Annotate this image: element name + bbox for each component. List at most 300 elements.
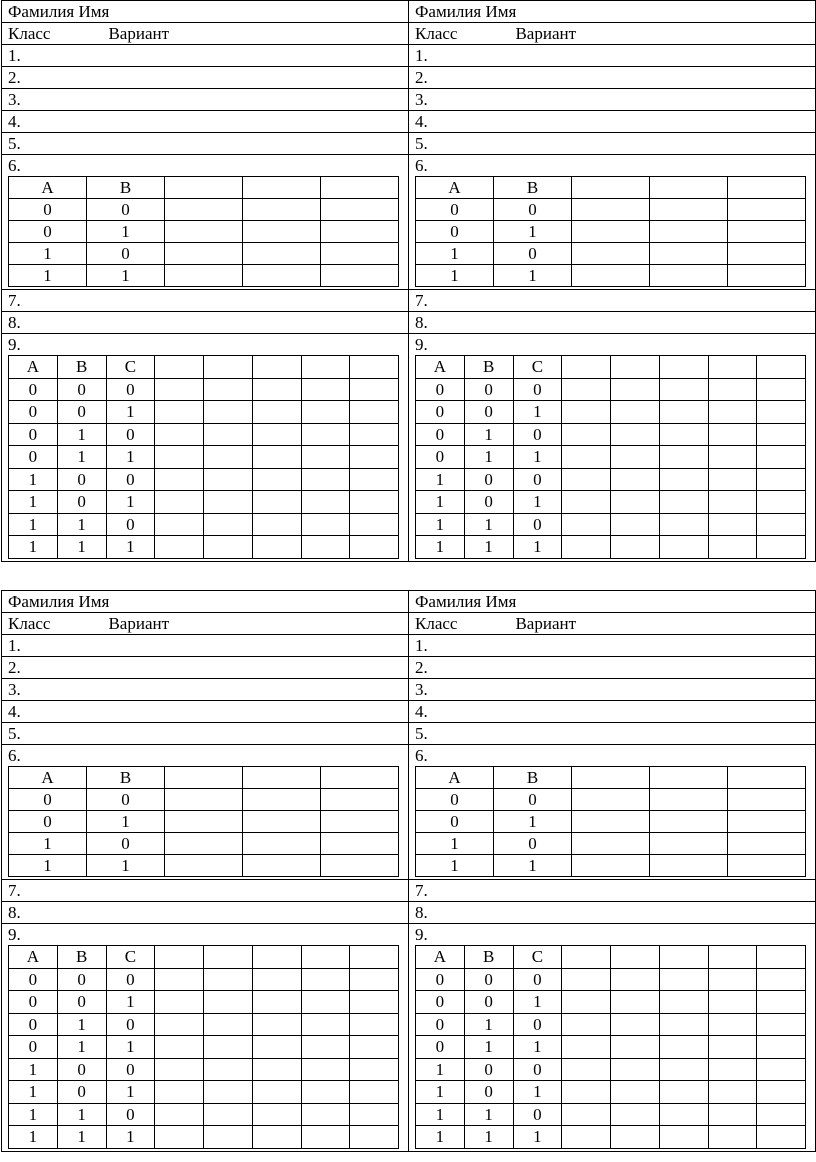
truth-table-empty-cell[interactable] [301, 468, 350, 491]
truth-table-empty-cell[interactable] [562, 378, 611, 401]
truth-table-empty-cell[interactable] [650, 833, 728, 855]
truth-table-empty-cell[interactable] [252, 1013, 301, 1036]
truth-table-cell [57, 1013, 106, 1036]
truth-table-empty-cell[interactable] [155, 991, 204, 1014]
truth-table-empty-cell[interactable] [155, 513, 204, 536]
truth-table-empty-cell[interactable] [572, 789, 650, 811]
truth-table-empty-cell[interactable] [572, 199, 650, 221]
truth-table-empty-cell[interactable] [350, 401, 399, 424]
truth-table-cell [87, 855, 165, 877]
truth-table-empty-cell[interactable] [155, 1081, 204, 1104]
truth-table-empty-cell[interactable] [757, 423, 806, 446]
truth-table-empty-cell[interactable] [252, 446, 301, 469]
truth-table-cell [416, 265, 494, 287]
truth-table-empty-cell[interactable] [321, 243, 399, 265]
student-name-field[interactable] [2, 591, 409, 613]
answer-line-5[interactable] [2, 133, 409, 155]
answer-line-8[interactable] [409, 312, 816, 334]
truth-table-empty-cell[interactable] [204, 491, 253, 514]
truth-table-empty-cell[interactable] [350, 1058, 399, 1081]
truth-table-value: 0 [435, 992, 445, 1012]
truth-table-empty-cell[interactable] [611, 468, 660, 491]
truth-table-empty-cell[interactable] [243, 855, 321, 877]
truth-table-header-cell [416, 946, 465, 969]
truth-table-value: 1 [450, 266, 459, 285]
truth-table-empty-cell[interactable] [301, 991, 350, 1014]
question-6-cell[interactable] [2, 155, 409, 290]
truth-table-empty-cell[interactable] [155, 1013, 204, 1036]
truth-table-empty-cell[interactable] [708, 401, 757, 424]
answer-line-7[interactable] [409, 290, 816, 312]
answer-line-2[interactable] [409, 657, 816, 679]
truth-table-empty-cell[interactable] [252, 1058, 301, 1081]
truth-table-empty-cell[interactable] [204, 446, 253, 469]
answer-line-8[interactable] [409, 902, 816, 924]
truth-table-value: 0 [77, 1082, 86, 1102]
truth-table-empty-cell[interactable] [562, 446, 611, 469]
truth-table-empty-cell[interactable] [562, 513, 611, 536]
truth-table-empty-cell[interactable] [204, 1058, 253, 1081]
answer-line-7[interactable] [2, 290, 409, 312]
truth-table-empty-cell[interactable] [350, 468, 399, 491]
question-6-cell[interactable] [409, 155, 816, 290]
class-variant-field[interactable] [409, 23, 816, 45]
truth-table-empty-cell[interactable] [659, 446, 708, 469]
truth-table-empty-cell[interactable] [321, 789, 399, 811]
truth-table-empty-cell[interactable] [562, 401, 611, 424]
truth-table-empty-cell[interactable] [243, 265, 321, 287]
truth-table-cell [9, 199, 87, 221]
truth-table-empty-cell[interactable] [659, 968, 708, 991]
truth-table-empty-cell[interactable] [757, 513, 806, 536]
question-6-cell[interactable] [409, 745, 816, 880]
truth-table-empty-cell[interactable] [155, 1036, 204, 1059]
truth-table-empty-cell[interactable] [350, 423, 399, 446]
truth-table-empty-cell[interactable] [252, 378, 301, 401]
truth-table-empty-cell[interactable] [708, 1036, 757, 1059]
truth-table-empty-cell[interactable] [155, 491, 204, 514]
truth-table-empty-cell[interactable] [252, 991, 301, 1014]
truth-table-empty-cell[interactable] [321, 833, 399, 855]
question-9-cell[interactable] [409, 334, 816, 562]
question-6-cell[interactable] [2, 745, 409, 880]
truth-table-empty-cell[interactable] [350, 1081, 399, 1104]
truth-table-empty-cell[interactable] [611, 1103, 660, 1126]
truth-table-value: 0 [121, 200, 130, 219]
truth-table-empty-cell[interactable] [301, 1103, 350, 1126]
truth-table-empty-cell[interactable] [155, 1058, 204, 1081]
answer-line-5[interactable] [409, 723, 816, 745]
truth-table-empty-cell[interactable] [350, 1103, 399, 1126]
truth-table-cell [106, 446, 155, 469]
truth-table-empty-cell[interactable] [350, 1126, 399, 1149]
truth-table-empty-cell[interactable] [204, 401, 253, 424]
truth-table-empty-cell[interactable] [562, 536, 611, 559]
truth-table-empty-cell[interactable] [155, 378, 204, 401]
truth-table-empty-cell[interactable] [708, 968, 757, 991]
truth-table-empty-cell[interactable] [301, 1036, 350, 1059]
truth-table-empty-cell[interactable] [757, 401, 806, 424]
truth-table-empty-cell[interactable] [301, 513, 350, 536]
truth-table-empty-cell[interactable] [165, 265, 243, 287]
truth-table-empty-cell[interactable] [757, 491, 806, 514]
truth-table-value: 0 [126, 1059, 135, 1079]
truth-table-empty-cell[interactable] [708, 1081, 757, 1104]
question-9-cell[interactable] [409, 924, 816, 1152]
answer-line-4[interactable] [409, 111, 816, 133]
truth-table-empty-cell[interactable] [708, 378, 757, 401]
truth-table-empty-cell[interactable] [708, 491, 757, 514]
truth-table-empty-cell[interactable] [301, 1126, 350, 1149]
truth-table-empty-cell[interactable] [321, 199, 399, 221]
truth-table-empty-cell[interactable] [611, 513, 660, 536]
truth-table-cell [513, 1036, 562, 1059]
answer-line-3[interactable] [2, 89, 409, 111]
truth-table-empty-cell[interactable] [728, 833, 806, 855]
truth-table-empty-cell[interactable] [155, 968, 204, 991]
truth-table-empty-cell[interactable] [659, 491, 708, 514]
truth-table-value: 0 [43, 200, 52, 219]
truth-table-empty-cell[interactable] [562, 1103, 611, 1126]
truth-table-empty-cell[interactable] [562, 991, 611, 1014]
truth-table-empty-cell[interactable] [611, 536, 660, 559]
truth-table-empty-cell[interactable] [155, 423, 204, 446]
truth-table-value: 0 [28, 402, 38, 422]
answer-line-2[interactable] [409, 67, 816, 89]
truth-table-value: 0 [126, 514, 135, 534]
question-9-cell[interactable] [2, 924, 409, 1152]
truth-table-empty-cell[interactable] [611, 1126, 660, 1149]
truth-table-value: 0 [28, 379, 38, 399]
truth-table-empty-cell[interactable] [301, 378, 350, 401]
truth-table-value: 1 [533, 537, 542, 557]
truth-table-empty-cell[interactable] [659, 1058, 708, 1081]
truth-table-empty-cell[interactable] [204, 513, 253, 536]
truth-table-empty-cell[interactable] [301, 1013, 350, 1036]
truth-table-header-text: A [433, 947, 447, 967]
truth-table-empty-cell[interactable] [350, 513, 399, 536]
truth-table-empty-cell[interactable] [659, 513, 708, 536]
truth-table-empty-cell[interactable] [155, 468, 204, 491]
truth-table-empty-cell[interactable] [165, 855, 243, 877]
truth-table-empty-cell[interactable] [611, 423, 660, 446]
student-name-field[interactable] [2, 1, 409, 23]
truth-table-cell [464, 968, 513, 991]
truth-table-empty-cell[interactable] [155, 1126, 204, 1149]
truth-table-empty-cell[interactable] [757, 378, 806, 401]
truth-table-empty-cell[interactable] [243, 833, 321, 855]
truth-table-empty-cell[interactable] [650, 265, 728, 287]
truth-table-empty-cell[interactable] [611, 991, 660, 1014]
truth-table-value: 1 [77, 514, 86, 534]
truth-table-empty-cell[interactable] [757, 1081, 806, 1104]
answer-line-8[interactable] [2, 902, 409, 924]
answer-sheet-row [2, 1, 816, 23]
truth-table-empty-cell[interactable] [659, 401, 708, 424]
answer-line-3[interactable] [2, 679, 409, 701]
answer-line-4[interactable] [409, 701, 816, 723]
truth-table-empty-cell[interactable] [301, 423, 350, 446]
answer-sheet-row [2, 67, 816, 89]
truth-table-empty-cell[interactable] [204, 1126, 253, 1149]
truth-table-empty-cell[interactable] [252, 1036, 301, 1059]
truth-table-empty-cell[interactable] [708, 1013, 757, 1036]
truth-table-empty-cell[interactable] [757, 446, 806, 469]
answer-line-5[interactable] [409, 133, 816, 155]
student-name-field[interactable] [409, 591, 816, 613]
truth-table-empty-cell[interactable] [728, 265, 806, 287]
answer-line-5[interactable] [2, 723, 409, 745]
truth-table-empty-cell[interactable] [165, 811, 243, 833]
answer-line-1[interactable] [2, 45, 409, 67]
truth-table-empty-cell[interactable] [611, 378, 660, 401]
truth-table-empty-cell[interactable] [650, 221, 728, 243]
truth-table-value: 1 [435, 492, 445, 512]
truth-table-empty-cell[interactable] [243, 789, 321, 811]
truth-table-empty-cell[interactable] [301, 968, 350, 991]
truth-table-empty-cell[interactable] [572, 265, 650, 287]
truth-table-empty-cell[interactable] [611, 968, 660, 991]
answer-line-3[interactable] [409, 89, 816, 111]
truth-table-value: 1 [126, 1127, 135, 1147]
truth-table-empty-cell[interactable] [728, 221, 806, 243]
truth-table-cell [87, 265, 165, 287]
truth-table-empty-cell[interactable] [757, 1103, 806, 1126]
truth-table-empty-cell[interactable] [757, 536, 806, 559]
name-label: Фамилия Имя [8, 592, 110, 611]
truth-table-empty-cell[interactable] [572, 855, 650, 877]
truth-table-empty-cell[interactable] [350, 968, 399, 991]
truth-table-empty-cell[interactable] [572, 221, 650, 243]
truth-table-empty-cell[interactable] [562, 491, 611, 514]
truth-table-empty-cell[interactable] [204, 1013, 253, 1036]
truth-table-empty-cell[interactable] [155, 536, 204, 559]
truth-table-value: 0 [450, 812, 459, 831]
truth-table-empty-cell[interactable] [659, 536, 708, 559]
truth-table-empty-cell[interactable] [165, 243, 243, 265]
truth-table-value: 0 [43, 790, 52, 809]
truth-table-empty-cell[interactable] [204, 1036, 253, 1059]
truth-table-empty-cell[interactable] [728, 789, 806, 811]
truth-table-empty-cell[interactable] [204, 536, 253, 559]
truth-table-empty-cell[interactable] [562, 423, 611, 446]
truth-table-empty-cell[interactable] [204, 378, 253, 401]
truth-table-empty-cell[interactable] [562, 1081, 611, 1104]
truth-table-empty-cell[interactable] [757, 1036, 806, 1059]
truth-table-empty-cell[interactable] [562, 968, 611, 991]
answer-line-2[interactable] [2, 657, 409, 679]
answer-line-7[interactable] [409, 880, 816, 902]
truth-table-empty-cell[interactable] [252, 491, 301, 514]
truth-table-empty-cell[interactable] [659, 1103, 708, 1126]
answer-line-7[interactable] [2, 880, 409, 902]
truth-table-empty-cell[interactable] [611, 1013, 660, 1036]
truth-table-header-text: C [124, 947, 137, 967]
truth-table-empty-cell[interactable] [757, 468, 806, 491]
truth-table-empty-cell[interactable] [757, 1058, 806, 1081]
truth-table-empty-cell[interactable] [165, 789, 243, 811]
question-9-cell[interactable] [2, 334, 409, 562]
truth-table-empty-cell[interactable] [243, 199, 321, 221]
answer-line-8[interactable] [2, 312, 409, 334]
truth-table-empty-cell[interactable] [611, 401, 660, 424]
truth-table-empty-cell[interactable] [321, 221, 399, 243]
truth-table-empty-cell[interactable] [562, 468, 611, 491]
truth-table-empty-cell[interactable] [708, 1103, 757, 1126]
truth-table-header-row [416, 767, 806, 789]
truth-table-empty-cell[interactable] [243, 221, 321, 243]
truth-table-empty-cell[interactable] [659, 991, 708, 1014]
truth-table-empty-cell[interactable] [708, 536, 757, 559]
truth-table-empty-cell[interactable] [252, 1103, 301, 1126]
truth-table-empty-cell[interactable] [572, 833, 650, 855]
truth-table-value: 0 [533, 1014, 542, 1034]
truth-table-empty-cell[interactable] [659, 1081, 708, 1104]
truth-table-empty-cell[interactable] [165, 221, 243, 243]
truth-table-empty-cell[interactable] [204, 1103, 253, 1126]
truth-table-value: 1 [435, 514, 445, 534]
truth-table-empty-cell[interactable] [350, 1013, 399, 1036]
truth-table-empty-cell[interactable] [708, 513, 757, 536]
truth-table-empty-cell[interactable] [562, 1058, 611, 1081]
truth-table-empty-cell[interactable] [321, 855, 399, 877]
truth-table-header-cell [659, 356, 708, 379]
truth-table-value: 0 [435, 402, 445, 422]
truth-table-value: 1 [121, 266, 130, 285]
truth-table-empty-cell[interactable] [659, 1036, 708, 1059]
truth-table-empty-cell[interactable] [350, 1036, 399, 1059]
truth-table-empty-cell[interactable] [204, 968, 253, 991]
truth-table-empty-cell[interactable] [708, 423, 757, 446]
truth-table-empty-cell[interactable] [650, 789, 728, 811]
class-variant-field[interactable] [409, 613, 816, 635]
truth-table-empty-cell[interactable] [204, 468, 253, 491]
answer-line-1[interactable] [409, 45, 816, 67]
truth-table-empty-cell[interactable] [708, 1126, 757, 1149]
truth-table-empty-cell[interactable] [252, 423, 301, 446]
truth-table-empty-cell[interactable] [572, 243, 650, 265]
truth-table-empty-cell[interactable] [350, 378, 399, 401]
truth-table-empty-cell[interactable] [350, 536, 399, 559]
truth-table-empty-cell[interactable] [165, 199, 243, 221]
truth-table-empty-cell[interactable] [708, 468, 757, 491]
truth-table-empty-cell[interactable] [757, 1013, 806, 1036]
truth-table-empty-cell[interactable] [165, 833, 243, 855]
class-variant-field[interactable] [2, 23, 409, 45]
truth-table-3-var [8, 945, 399, 1149]
truth-table-empty-cell[interactable] [650, 811, 728, 833]
truth-table-value: 0 [435, 1037, 445, 1057]
truth-table-empty-cell[interactable] [301, 536, 350, 559]
answer-line-4[interactable] [2, 701, 409, 723]
truth-table-empty-cell[interactable] [611, 1081, 660, 1104]
question-number: 5. [8, 724, 21, 743]
truth-table-empty-cell[interactable] [562, 1036, 611, 1059]
student-name-field[interactable] [409, 1, 816, 23]
truth-table-empty-cell[interactable] [728, 199, 806, 221]
truth-table-empty-cell[interactable] [757, 991, 806, 1014]
truth-table-empty-cell[interactable] [708, 991, 757, 1014]
truth-table-empty-cell[interactable] [728, 855, 806, 877]
truth-table-empty-cell[interactable] [611, 491, 660, 514]
truth-table-empty-cell[interactable] [708, 1058, 757, 1081]
truth-table-empty-cell[interactable] [204, 991, 253, 1014]
truth-table-cell [416, 833, 494, 855]
truth-table-empty-cell[interactable] [611, 446, 660, 469]
truth-table-empty-cell[interactable] [611, 1058, 660, 1081]
truth-table-empty-cell[interactable] [650, 243, 728, 265]
truth-table-value: 0 [28, 1037, 38, 1057]
answer-line-1[interactable] [409, 635, 816, 657]
truth-table-empty-cell[interactable] [301, 491, 350, 514]
truth-table-empty-cell[interactable] [757, 1126, 806, 1149]
truth-table-empty-cell[interactable] [204, 1081, 253, 1104]
truth-table-value: 1 [528, 266, 537, 285]
truth-table-empty-cell[interactable] [301, 1081, 350, 1104]
truth-table-empty-cell[interactable] [155, 1103, 204, 1126]
answer-line-2[interactable] [2, 67, 409, 89]
truth-table-value: 1 [533, 1082, 542, 1102]
truth-table-empty-cell[interactable] [659, 1013, 708, 1036]
truth-table-empty-cell[interactable] [562, 1013, 611, 1036]
truth-table-empty-cell[interactable] [350, 491, 399, 514]
truth-table-value: 1 [528, 222, 537, 241]
truth-table-empty-cell[interactable] [321, 265, 399, 287]
truth-table-empty-cell[interactable] [562, 1126, 611, 1149]
truth-table-empty-cell[interactable] [708, 446, 757, 469]
answer-line-3[interactable] [409, 679, 816, 701]
truth-table-empty-cell[interactable] [252, 513, 301, 536]
truth-table-empty-cell[interactable] [155, 401, 204, 424]
truth-table-empty-cell[interactable] [301, 1058, 350, 1081]
truth-table-empty-cell[interactable] [611, 1036, 660, 1059]
truth-table-empty-cell[interactable] [243, 811, 321, 833]
truth-table-empty-cell[interactable] [659, 468, 708, 491]
truth-table-row [9, 221, 399, 243]
truth-table-empty-cell[interactable] [252, 968, 301, 991]
class-variant-field[interactable] [2, 613, 409, 635]
truth-table-empty-cell[interactable] [659, 1126, 708, 1149]
truth-table-empty-cell[interactable] [204, 423, 253, 446]
truth-table-empty-cell[interactable] [350, 991, 399, 1014]
truth-table-empty-cell[interactable] [728, 811, 806, 833]
truth-table-empty-cell[interactable] [728, 243, 806, 265]
truth-table-empty-cell[interactable] [301, 401, 350, 424]
truth-table-empty-cell[interactable] [350, 446, 399, 469]
truth-table-empty-cell[interactable] [757, 968, 806, 991]
truth-table-empty-cell[interactable] [572, 811, 650, 833]
truth-table-empty-cell[interactable] [252, 1081, 301, 1104]
truth-table-empty-cell[interactable] [252, 468, 301, 491]
truth-table-empty-cell[interactable] [650, 855, 728, 877]
truth-table-value: 0 [484, 469, 493, 489]
truth-table-header-text: B [119, 178, 132, 197]
truth-table-empty-cell[interactable] [301, 446, 350, 469]
truth-table-empty-cell[interactable] [252, 1126, 301, 1149]
truth-table-empty-cell[interactable] [321, 811, 399, 833]
truth-table-empty-cell[interactable] [252, 401, 301, 424]
answer-line-1[interactable] [2, 635, 409, 657]
truth-table-cell [416, 1013, 465, 1036]
truth-table-empty-cell[interactable] [155, 446, 204, 469]
truth-table-value: 1 [28, 1082, 38, 1102]
answer-line-4[interactable] [2, 111, 409, 133]
truth-table-empty-cell[interactable] [650, 199, 728, 221]
truth-table-empty-cell[interactable] [252, 536, 301, 559]
truth-table-empty-cell[interactable] [659, 378, 708, 401]
truth-table-empty-cell[interactable] [659, 423, 708, 446]
truth-table-empty-cell[interactable] [243, 243, 321, 265]
